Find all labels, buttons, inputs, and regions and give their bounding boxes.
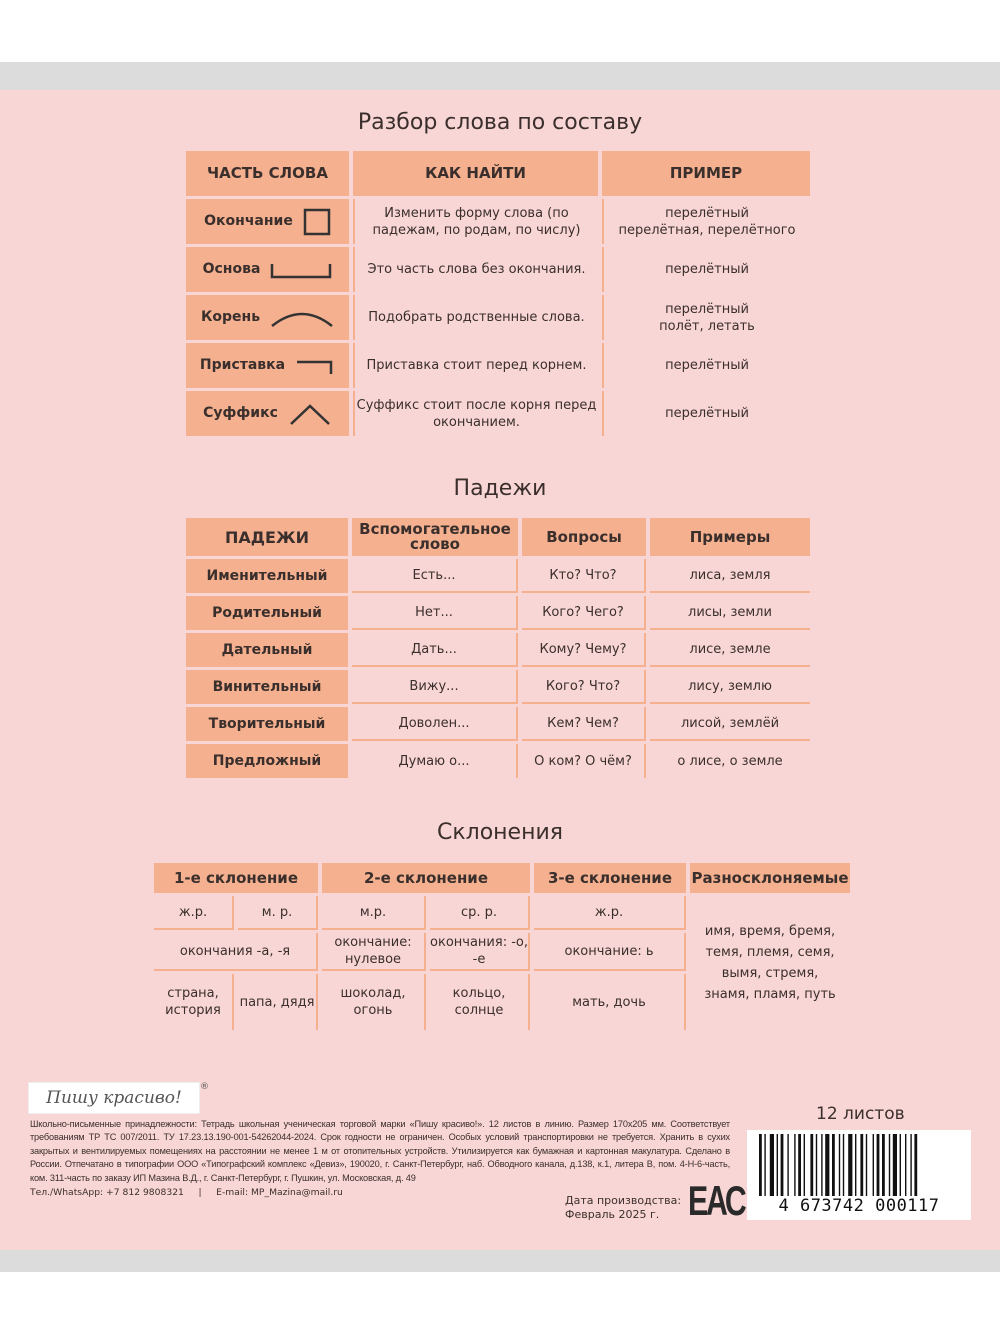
decl-gender: ж.р. [534,896,686,930]
cases-table [182,515,814,781]
morph-header-how: КАК НАЙТИ [353,151,598,196]
decl-ending-1: окончания -а, -я [154,933,318,971]
morph-example-cell [602,343,810,388]
decl-header-2: 2-е склонение [322,863,530,893]
case-examples: лису, землю [650,670,810,704]
sheet-count: 12 листов [816,1104,905,1124]
square-icon [303,208,331,236]
barcode-bar [914,1134,917,1196]
decl-gender: м. р. [238,896,318,930]
morph-part-root [186,295,349,340]
barcode-bar [900,1134,901,1196]
morph-example-word: перелётный [665,205,749,221]
morph-example-cell [602,247,810,292]
morph-example-word: перелётный [665,358,749,373]
morph-how-cell: Суффикс стоит после корня перед окончанием. [353,391,598,436]
case-questions: Кого? Что? [522,670,646,704]
decl-example: кольцо, солнце [430,974,530,1030]
decl-header-3: 3-е склонение [534,863,686,893]
bracket-base-icon [270,260,332,280]
barcode-bar [794,1134,795,1196]
case-questions: Кто? Что? [522,559,646,593]
morph-example-cell [602,199,810,244]
decl-ending-2-masc: окончание: нулевое [322,933,426,971]
case-name: Творительный [186,707,348,741]
case-examples: лисе, земле [650,633,810,667]
contacts-line: Тел./WhatsApp: +7 812 9808321 | E-mail: MP_Mazina@mail.ru [30,1187,343,1198]
decl-ending-3: окончание: ь [534,933,686,971]
legal-text: Школьно-письменные принадлежности: Тетрадь школьная ученическая торговой марки «Пишу красиво!». 12 листов в линию. Размер 170х205 мм. Соответствует требованиям ТР ТС 007/2011. ТУ 17.23.13.190-001-54262044-2024. Срок годности не ограничен. Особых условий транспортировки не требуется. Хранить в сухих закрытых и вентилируемых помещениях на расстоянии не менее 1 м от отопительных устройств. Утилизируется как бумажная и картонная макулатура. Сделано в России. Отпечатано в типографии ООО «Типографский комплекс «Девиз», 190020, г. Санкт-Петербург, наб. Обводного канала, д.138, к.1, литера В, пом. 4-Н-6-часть, ком. 311-часть по заказу ИП Мазина В.Д., г. Санкт-Петербург, г. Пушкин, ул. Московская, д. 49 [30,1119,730,1183]
case-name: Дательный [186,633,348,667]
morph-example-cell [602,295,810,340]
morph-example-forms: перелётная, перелётного [618,222,796,238]
barcode-bar [893,1134,897,1196]
barcode-bar [848,1134,852,1196]
arc-icon [270,308,334,328]
case-aux: Есть... [352,559,518,593]
decl-title: Склонения [436,820,563,845]
barcode-bar [873,1134,874,1196]
cases-title: Падежи [453,476,547,501]
production-date-label: Дата производства: [565,1194,682,1207]
case-name: Именительный [186,559,348,593]
barcode [747,1130,971,1220]
case-examples: лиса, земля [650,559,810,593]
decl-header-irregular: Разносклоняемые [690,863,850,893]
morph-example-related: полёт, летать [659,318,755,334]
decl-irregular-list: имя, время, бремя, темя, племя, семя, вымя, стремя, знамя, пламя, путь [704,924,836,1002]
morph-part-label: Окончание [204,213,293,229]
barcode-bar [759,1134,762,1196]
decl-example: папа, дядя [238,974,318,1030]
barcode-bar [910,1134,911,1196]
declension-table [150,860,854,1033]
morph-part-ending [186,199,349,244]
barcode-bar [855,1134,856,1196]
barcode-bar [825,1134,829,1196]
caret-icon [288,402,332,426]
morph-part-label: Корень [200,309,261,325]
barcode-bar [810,1134,813,1196]
decl-gender: ж.р. [154,896,234,930]
eac-mark: ЕАС [688,1177,745,1224]
morph-part-label: Приставка [199,357,286,373]
barcode-bar [866,1134,867,1196]
case-questions: Кем? Чем? [522,707,646,741]
barcode-bar [832,1134,835,1196]
case-questions: О ком? О чём? [522,744,646,778]
production-date [565,1194,681,1222]
case-questions: Кому? Чему? [522,633,646,667]
morph-example-word: перелётный [665,262,749,277]
morph-example-word: перелётный [665,301,749,317]
morph-how-cell: Это часть слова без окончания. [353,247,598,292]
barcode-bar [889,1134,890,1196]
case-aux: Вижу... [352,670,518,704]
case-questions: Кого? Чего? [522,596,646,630]
morph-part-label: Основа [202,261,261,277]
barcode-bar [777,1134,778,1196]
decl-gender: м.р. [322,896,426,930]
barcode-bar [787,1134,788,1196]
barcode-bar [905,1134,906,1196]
morph-example-word: перелётный [665,406,749,421]
cases-header-examples: Примеры [650,518,810,556]
morph-part-base [186,247,349,292]
case-aux: Думаю о... [352,744,518,778]
brand-logo: Пишу красиво! [28,1082,200,1114]
case-aux: Дать... [352,633,518,667]
case-name: Винительный [186,670,348,704]
barcode-number: 4 673742 000117 [778,1196,940,1216]
morph-part-prefix [186,343,349,388]
morph-example-cell [602,391,810,436]
morph-header-part: ЧАСТЬ СЛОВА [186,151,349,196]
prefix-icon [295,356,335,376]
decl-ending-2-neut: окончания: -о, -е [430,933,530,971]
bottom-gray-band [0,1250,1000,1272]
decl-gender: ср. р. [430,896,530,930]
barcode-bar [764,1134,765,1196]
decl-example: мать, дочь [534,974,686,1030]
barcode-bars [755,1134,963,1198]
case-aux: Доволен... [352,707,518,741]
case-aux: Нет... [352,596,518,630]
barcode-bar [781,1134,784,1196]
barcode-bar [804,1134,805,1196]
barcode-bar [770,1134,774,1196]
barcode-bar [821,1134,822,1196]
cases-header-questions: Вопросы [522,518,646,556]
case-name: Родительный [186,596,348,630]
barcode-bar [843,1134,844,1196]
morph-part-suffix [186,391,349,436]
case-examples: лисы, земли [650,596,810,630]
production-date-value: Февраль 2025 г. [565,1208,660,1221]
morph-header-example: ПРИМЕР [602,151,810,196]
registered-mark: ® [200,1082,209,1092]
morph-table [182,148,814,439]
case-examples: лисой, землёй [650,707,810,741]
barcode-bar [798,1134,801,1196]
case-examples: о лисе, о земле [677,753,783,769]
cases-header-name: ПАДЕЖИ [186,518,348,556]
barcode-bar [839,1134,840,1196]
barcode-bar [877,1134,880,1196]
barcode-bar [882,1134,885,1196]
barcode-bar [816,1134,817,1196]
morph-part-label: Суффикс [203,405,278,421]
case-name: Предложный [186,744,348,778]
top-gray-band [0,62,1000,90]
barcode-bar [860,1134,863,1196]
morph-how-cell: Приставка стоит перед корнем. [353,343,598,388]
morph-how-cell: Подобрать родственные слова. [353,295,598,340]
decl-example: страна, история [154,974,234,1030]
morph-how-cell: Изменить форму слова (по падежам, по родам, по числу) [353,199,598,244]
morph-title: Разбор слова по составу [357,110,643,135]
decl-example: шоколад, огонь [322,974,426,1030]
cases-header-aux: Вспомогательное слово [352,518,518,556]
decl-header-1: 1-е склонение [154,863,318,893]
